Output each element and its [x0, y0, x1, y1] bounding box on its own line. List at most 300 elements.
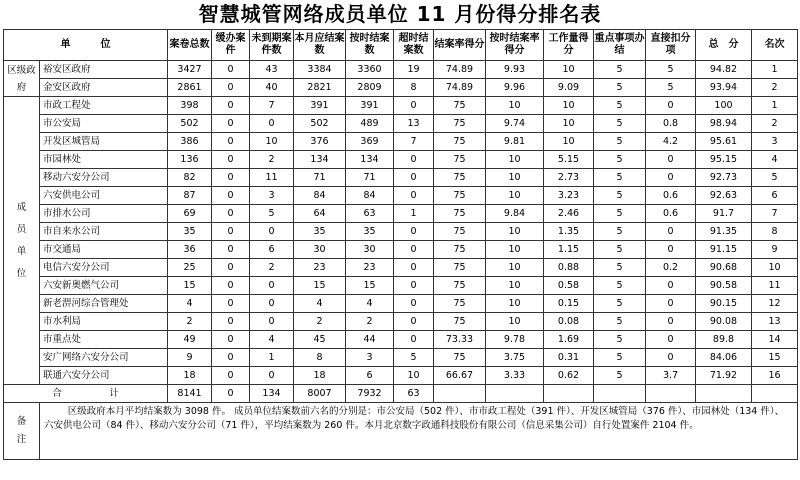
table-cell: 19: [394, 61, 434, 79]
column-header: 未到期案件数: [250, 30, 294, 61]
table-cell: 3360: [346, 61, 394, 79]
table-row: [4, 187, 798, 205]
table-cell: 25: [168, 259, 212, 277]
table-cell: 75: [434, 259, 486, 277]
table-body: [4, 61, 798, 460]
table-row: [4, 259, 798, 277]
table-cell: 8: [752, 223, 798, 241]
table-cell: 15: [346, 277, 394, 295]
table-cell: 90.58: [696, 277, 752, 295]
total-cell: [544, 385, 594, 403]
table-cell: 0: [212, 151, 250, 169]
table-cell: 9.96: [486, 79, 544, 97]
unit-name: 市排水公司: [40, 205, 168, 223]
unit-name: 市公安局: [40, 115, 168, 133]
table-cell: 8: [294, 349, 346, 367]
table-cell: 71.92: [696, 367, 752, 385]
table-cell: 10: [486, 187, 544, 205]
table-cell: 7: [250, 97, 294, 115]
table-cell: 5: [250, 205, 294, 223]
total-cell: 8141: [168, 385, 212, 403]
table-cell: 10: [544, 115, 594, 133]
table-cell: 44: [346, 331, 394, 349]
group-label: 区级政府: [4, 61, 40, 97]
table-cell: 2.73: [544, 169, 594, 187]
table-cell: 5: [594, 349, 646, 367]
ranking-table: [3, 29, 798, 460]
table-cell: 2861: [168, 79, 212, 97]
table-row: [4, 151, 798, 169]
table-row: [4, 295, 798, 313]
total-cell: 0: [212, 385, 250, 403]
table-cell: 0: [212, 115, 250, 133]
table-cell: 75: [434, 223, 486, 241]
table-cell: 5: [594, 97, 646, 115]
group-label: [4, 97, 40, 385]
unit-name: 六安新奥燃气公司: [40, 277, 168, 295]
table-row: [4, 241, 798, 259]
table-cell: 91.35: [696, 223, 752, 241]
table-cell: 0: [646, 349, 696, 367]
table-cell: 73.33: [434, 331, 486, 349]
unit-name: 开发区城管局: [40, 133, 168, 151]
table-cell: 75: [434, 97, 486, 115]
table-cell: 90.15: [696, 295, 752, 313]
table-cell: 1.15: [544, 241, 594, 259]
table-cell: 66.67: [434, 367, 486, 385]
table-cell: 2.46: [544, 205, 594, 223]
table-row: [4, 349, 798, 367]
table-cell: 18: [294, 367, 346, 385]
table-cell: 0: [212, 295, 250, 313]
table-cell: 5: [594, 313, 646, 331]
table-cell: 0.8: [646, 115, 696, 133]
table-cell: 35: [346, 223, 394, 241]
table-cell: 0: [646, 169, 696, 187]
table-cell: 391: [346, 97, 394, 115]
table-cell: 7: [752, 205, 798, 223]
table-cell: 0: [212, 349, 250, 367]
group-label-text: 成员单位: [16, 201, 27, 279]
table-cell: 3.75: [486, 349, 544, 367]
column-header: 本月应结案数: [294, 30, 346, 61]
table-cell: 16: [752, 367, 798, 385]
table-cell: 0: [250, 115, 294, 133]
table-cell: 75: [434, 187, 486, 205]
table-cell: 91.7: [696, 205, 752, 223]
header-unit: 单 位: [4, 30, 168, 61]
column-header: 按时结案率得分: [486, 30, 544, 61]
table-cell: 0.58: [544, 277, 594, 295]
table-cell: 10: [486, 295, 544, 313]
table-cell: 90.08: [696, 313, 752, 331]
table-cell: 0: [394, 277, 434, 295]
table-cell: 10: [486, 151, 544, 169]
table-row: [4, 331, 798, 349]
unit-name: 新老淠河综合管理处: [40, 295, 168, 313]
table-cell: 30: [346, 241, 394, 259]
header-row: [4, 30, 798, 61]
table-cell: 0: [250, 313, 294, 331]
total-row: [4, 385, 798, 403]
table-row: [4, 133, 798, 151]
table-cell: 5: [594, 259, 646, 277]
table-cell: 43: [250, 61, 294, 79]
table-cell: 3384: [294, 61, 346, 79]
table-cell: 75: [434, 313, 486, 331]
column-header: 案卷总数: [168, 30, 212, 61]
column-header: 按时结案数: [346, 30, 394, 61]
table-cell: 84.06: [696, 349, 752, 367]
table-cell: 10: [486, 277, 544, 295]
table-cell: 5: [752, 169, 798, 187]
table-cell: 8: [394, 79, 434, 97]
table-cell: 74.89: [434, 61, 486, 79]
table-cell: 6: [346, 367, 394, 385]
table-row: [4, 169, 798, 187]
table-cell: 0: [212, 61, 250, 79]
table-cell: 0: [212, 331, 250, 349]
table-cell: 2809: [346, 79, 394, 97]
table-cell: 398: [168, 97, 212, 115]
table-cell: 75: [434, 169, 486, 187]
table-cell: 2: [294, 313, 346, 331]
table-cell: 0: [212, 241, 250, 259]
table-cell: 2: [250, 151, 294, 169]
table-cell: 0: [212, 187, 250, 205]
table-cell: 49: [168, 331, 212, 349]
table-cell: 93.94: [696, 79, 752, 97]
table-cell: 0.6: [646, 205, 696, 223]
table-cell: 13: [394, 115, 434, 133]
table-cell: 5: [594, 331, 646, 349]
table-cell: 3: [346, 349, 394, 367]
table-cell: 36: [168, 241, 212, 259]
column-header: 直接扣分项: [646, 30, 696, 61]
table-cell: 63: [346, 205, 394, 223]
table-cell: 84: [346, 187, 394, 205]
total-cell: [646, 385, 696, 403]
table-cell: 23: [346, 259, 394, 277]
table-cell: 10: [486, 259, 544, 277]
table-cell: 5: [646, 79, 696, 97]
total-cell: [696, 385, 752, 403]
table-cell: 15: [294, 277, 346, 295]
table-cell: 0: [212, 277, 250, 295]
table-cell: 5.15: [544, 151, 594, 169]
table-cell: 0: [250, 367, 294, 385]
table-cell: 100: [696, 97, 752, 115]
table-cell: 75: [434, 241, 486, 259]
total-cell: 8007: [294, 385, 346, 403]
total-cell: 63: [394, 385, 434, 403]
table-cell: 3427: [168, 61, 212, 79]
table-cell: 5: [594, 295, 646, 313]
table-cell: 0: [646, 97, 696, 115]
table-cell: 91.15: [696, 241, 752, 259]
table-cell: 1: [752, 97, 798, 115]
table-cell: 5: [594, 241, 646, 259]
table-cell: 0: [646, 223, 696, 241]
table-cell: 87: [168, 187, 212, 205]
table-cell: 0: [250, 295, 294, 313]
table-cell: 84: [294, 187, 346, 205]
unit-name: 市交通局: [40, 241, 168, 259]
table-cell: 45: [294, 331, 346, 349]
table-cell: 95.61: [696, 133, 752, 151]
table-cell: 75: [434, 277, 486, 295]
table-cell: 0: [646, 313, 696, 331]
table-cell: 5: [594, 223, 646, 241]
table-cell: 10: [250, 133, 294, 151]
table-cell: 0.15: [544, 295, 594, 313]
table-cell: 1: [394, 205, 434, 223]
table-row: [4, 367, 798, 385]
table-cell: 134: [346, 151, 394, 169]
table-cell: 9.78: [486, 331, 544, 349]
table-cell: 10: [544, 133, 594, 151]
table-cell: 64: [294, 205, 346, 223]
unit-name: 移动六安分公司: [40, 169, 168, 187]
table-cell: 0: [394, 223, 434, 241]
table-cell: 5: [594, 205, 646, 223]
table-row: [4, 61, 798, 79]
table-cell: 134: [294, 151, 346, 169]
table-cell: 0: [212, 367, 250, 385]
table-cell: 4: [294, 295, 346, 313]
table-row: [4, 313, 798, 331]
table-cell: 4: [752, 151, 798, 169]
table-cell: 9: [168, 349, 212, 367]
table-cell: 10: [544, 61, 594, 79]
table-cell: 3: [250, 187, 294, 205]
table-cell: 0: [646, 295, 696, 313]
table-cell: 0: [212, 169, 250, 187]
table-cell: 0.62: [544, 367, 594, 385]
total-label: 合 计: [4, 385, 168, 403]
table-cell: 9.84: [486, 205, 544, 223]
note-label-text: 备注: [16, 416, 27, 445]
table-cell: 5: [594, 133, 646, 151]
unit-name: 裕安区政府: [40, 61, 168, 79]
table-cell: 9.09: [544, 79, 594, 97]
table-cell: 0: [646, 241, 696, 259]
table-cell: 5: [646, 61, 696, 79]
table-cell: 0: [212, 133, 250, 151]
table-cell: 0: [394, 241, 434, 259]
table-cell: 5: [594, 61, 646, 79]
table-cell: 10: [486, 97, 544, 115]
table-cell: 391: [294, 97, 346, 115]
table-cell: 5: [594, 115, 646, 133]
total-cell: [486, 385, 544, 403]
table-cell: 10: [486, 241, 544, 259]
table-cell: 11: [250, 169, 294, 187]
table-cell: 2: [752, 115, 798, 133]
total-cell: [752, 385, 798, 403]
table-cell: 10: [486, 313, 544, 331]
column-header: 工作量得分: [544, 30, 594, 61]
table-cell: 9.81: [486, 133, 544, 151]
table-cell: 0: [212, 223, 250, 241]
table-cell: 4: [250, 331, 294, 349]
column-header: 名次: [752, 30, 798, 61]
table-cell: 0: [212, 79, 250, 97]
table-cell: 75: [434, 115, 486, 133]
table-cell: 0.88: [544, 259, 594, 277]
table-cell: 3.23: [544, 187, 594, 205]
table-cell: 5: [394, 349, 434, 367]
table-cell: 10: [752, 259, 798, 277]
table-cell: 69: [168, 205, 212, 223]
total-cell: [594, 385, 646, 403]
table-cell: 75: [434, 151, 486, 169]
table-cell: 1.35: [544, 223, 594, 241]
table-cell: 35: [168, 223, 212, 241]
note-text: 区级政府本月平均结案数为 3098 件。 成员单位结案数前六名的分别是：市公安局（502 件）、市市政工程处（391 件）、开发区城管局（376 件）、市园林处（134 件）、六安供电公司（84 件）、移动六安分公司（71 件），平均结案数为 260 件。本月北京数字政通科技股份有限公司（信息采集公司）自行处置案件 2104 件。: [40, 403, 798, 460]
table-cell: 30: [294, 241, 346, 259]
table-cell: 502: [168, 115, 212, 133]
table-cell: 5: [594, 277, 646, 295]
table-cell: 94.82: [696, 61, 752, 79]
table-cell: 0: [250, 277, 294, 295]
table-cell: 5: [594, 367, 646, 385]
table-cell: 0: [212, 313, 250, 331]
table-cell: 23: [294, 259, 346, 277]
unit-name: 联通六安分公司: [40, 367, 168, 385]
column-header: 重点事项办结: [594, 30, 646, 61]
table-cell: 0: [646, 331, 696, 349]
table-cell: 2: [250, 259, 294, 277]
table-cell: 0: [394, 295, 434, 313]
table-cell: 5: [594, 187, 646, 205]
note-label: [4, 403, 40, 460]
table-cell: 0.6: [646, 187, 696, 205]
table-row: [4, 223, 798, 241]
unit-name: 市自来水公司: [40, 223, 168, 241]
table-row: [4, 115, 798, 133]
table-row: [4, 97, 798, 115]
unit-name: 市政工程处: [40, 97, 168, 115]
table-cell: 369: [346, 133, 394, 151]
table-cell: 15: [752, 349, 798, 367]
table-row: [4, 277, 798, 295]
table-cell: 7: [394, 133, 434, 151]
table-cell: 0: [250, 223, 294, 241]
table-cell: 0: [646, 277, 696, 295]
table-cell: 10: [486, 223, 544, 241]
unit-name: 市重点处: [40, 331, 168, 349]
table-cell: 489: [346, 115, 394, 133]
column-header: 超时结案数: [394, 30, 434, 61]
table-cell: 0: [394, 331, 434, 349]
column-header: 总 分: [696, 30, 752, 61]
table-cell: 9: [752, 241, 798, 259]
table-cell: 35: [294, 223, 346, 241]
table-cell: 0.08: [544, 313, 594, 331]
table-cell: 10: [486, 169, 544, 187]
unit-name: 市园林处: [40, 151, 168, 169]
note-row: [4, 403, 798, 460]
total-cell: 134: [250, 385, 294, 403]
table-cell: 3: [752, 133, 798, 151]
table-cell: 0: [394, 259, 434, 277]
table-cell: 75: [434, 205, 486, 223]
table-cell: 74.89: [434, 79, 486, 97]
table-cell: 0.31: [544, 349, 594, 367]
table-cell: 1: [250, 349, 294, 367]
table-cell: 0.2: [646, 259, 696, 277]
unit-name: 六安供电公司: [40, 187, 168, 205]
table-cell: 89.8: [696, 331, 752, 349]
table-cell: 92.73: [696, 169, 752, 187]
table-cell: 18: [168, 367, 212, 385]
table-cell: 90.68: [696, 259, 752, 277]
table-cell: 15: [168, 277, 212, 295]
table-cell: 0: [394, 97, 434, 115]
table-cell: 71: [346, 169, 394, 187]
table-cell: 9.93: [486, 61, 544, 79]
table-cell: 2821: [294, 79, 346, 97]
table-cell: 6: [752, 187, 798, 205]
table-header: [4, 30, 798, 61]
table-row: [4, 205, 798, 223]
page-title: 智慧城管网络成员单位 11 月份得分排名表: [198, 2, 602, 26]
table-cell: 10: [394, 367, 434, 385]
table-cell: 0: [394, 313, 434, 331]
table-cell: 3.7: [646, 367, 696, 385]
table-cell: 5: [594, 79, 646, 97]
table-cell: 71: [294, 169, 346, 187]
total-cell: [434, 385, 486, 403]
total-cell: 7932: [346, 385, 394, 403]
table-cell: 92.63: [696, 187, 752, 205]
table-cell: 376: [294, 133, 346, 151]
unit-name: 安广网络六安分公司: [40, 349, 168, 367]
table-cell: 4.2: [646, 133, 696, 151]
table-cell: 6: [250, 241, 294, 259]
unit-name: 金安区政府: [40, 79, 168, 97]
table-cell: 0: [394, 151, 434, 169]
table-cell: 9.74: [486, 115, 544, 133]
table-cell: 40: [250, 79, 294, 97]
table-cell: 136: [168, 151, 212, 169]
table-cell: 2: [346, 313, 394, 331]
table-cell: 0: [212, 97, 250, 115]
table-cell: 0: [212, 259, 250, 277]
table-cell: 2: [752, 79, 798, 97]
table-cell: 1: [752, 61, 798, 79]
table-cell: 2: [168, 313, 212, 331]
table-cell: 98.94: [696, 115, 752, 133]
unit-name: 市水利局: [40, 313, 168, 331]
table-cell: 75: [434, 349, 486, 367]
table-cell: 13: [752, 313, 798, 331]
table-cell: 10: [544, 97, 594, 115]
table-cell: 0: [394, 187, 434, 205]
table-cell: 75: [434, 295, 486, 313]
table-cell: 386: [168, 133, 212, 151]
table-cell: 75: [434, 133, 486, 151]
table-cell: 82: [168, 169, 212, 187]
table-cell: 14: [752, 331, 798, 349]
unit-name: 电信六安分公司: [40, 259, 168, 277]
table-cell: 4: [168, 295, 212, 313]
table-cell: 5: [594, 169, 646, 187]
table-cell: 11: [752, 277, 798, 295]
column-header: 缓办案件: [212, 30, 250, 61]
table-cell: 3.33: [486, 367, 544, 385]
